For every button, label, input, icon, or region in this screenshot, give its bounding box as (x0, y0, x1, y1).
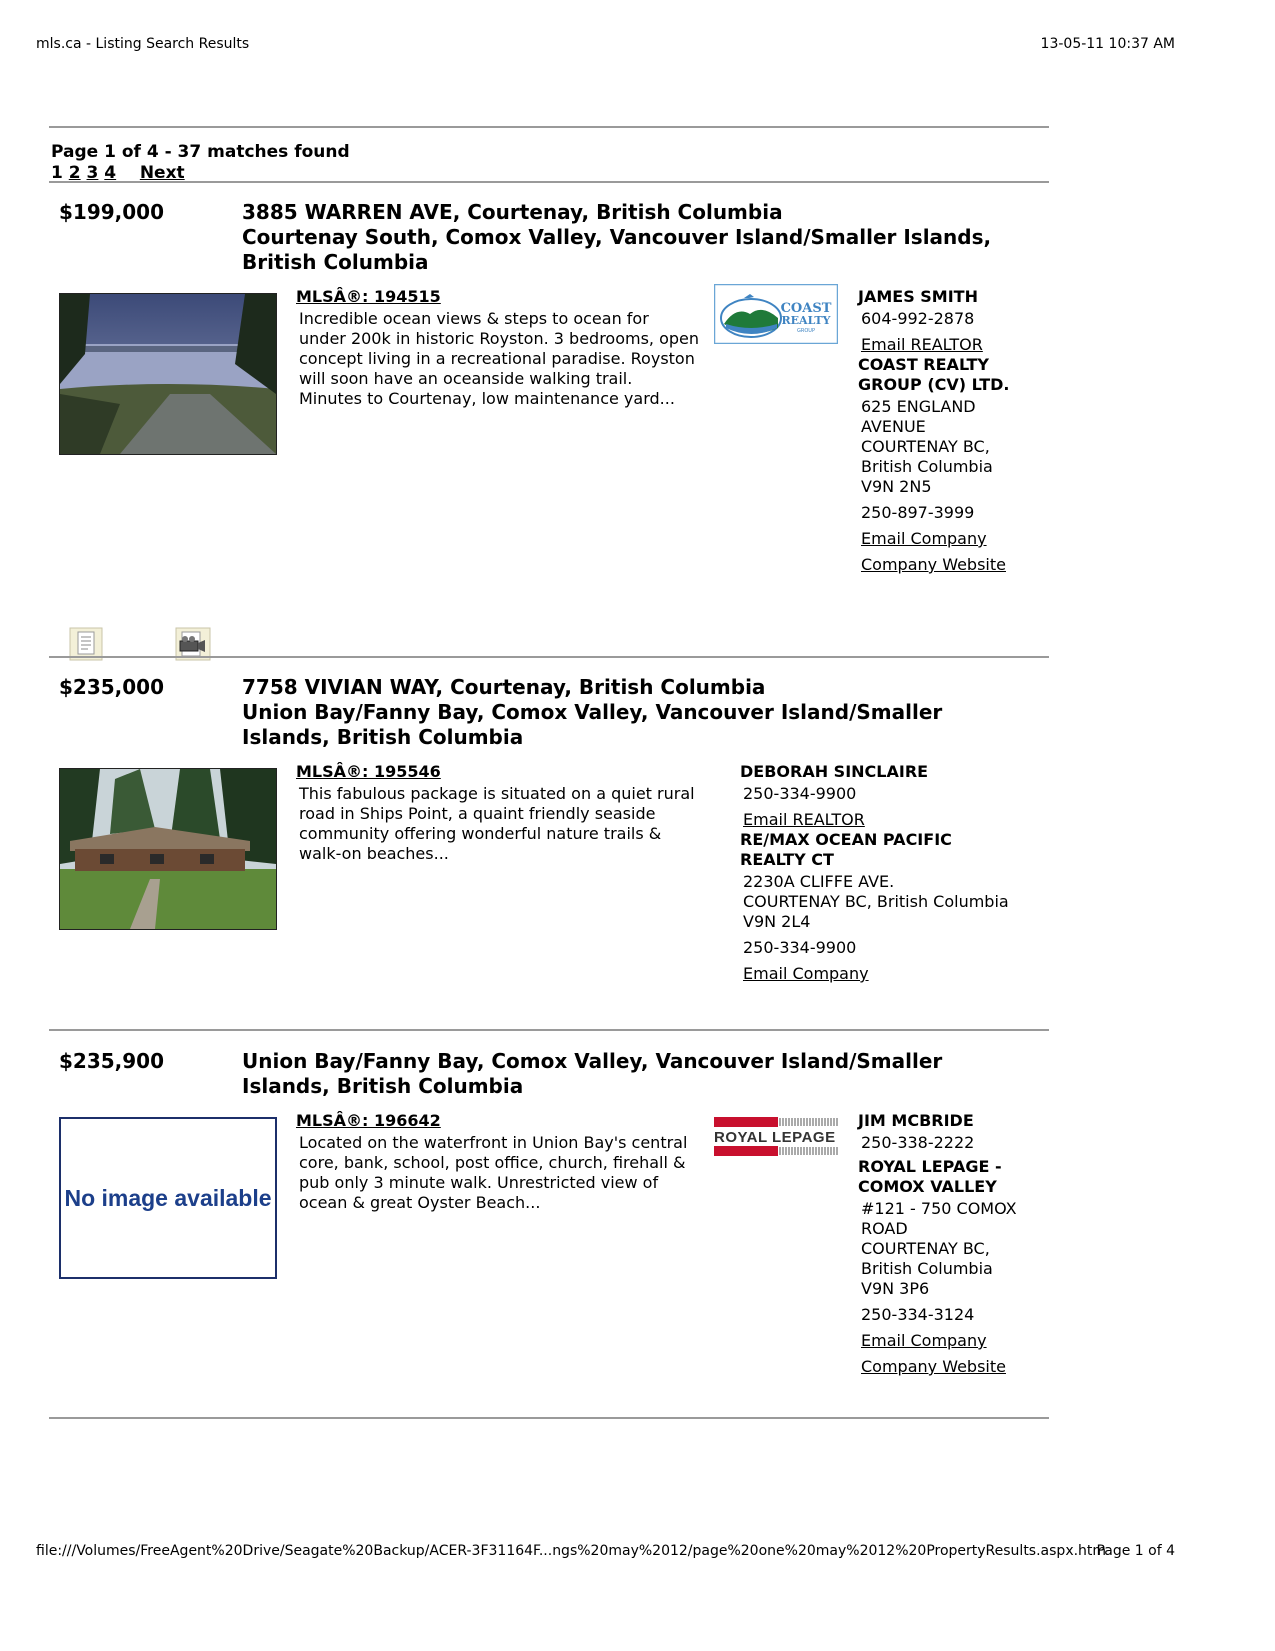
address-line: 3885 WARREN AVE, Courtenay, British Columbia (242, 200, 783, 224)
next-page-link[interactable]: Next (139, 163, 185, 183)
page-link-4[interactable]: 4 (104, 163, 117, 183)
agent-card (740, 762, 1009, 984)
divider (49, 181, 1049, 183)
company-website-link[interactable]: Company Website (861, 1357, 1006, 1376)
page-count: Page 1 of 4 (1096, 1543, 1175, 1559)
mls-number-link[interactable]: MLSÂ®: 195546 (296, 762, 441, 781)
listing-photo[interactable] (59, 768, 277, 930)
current-page: 1 (51, 163, 63, 183)
divider (49, 1029, 1049, 1031)
svg-text:GROUP: GROUP (797, 328, 815, 334)
listing-price: $235,900 (59, 1049, 165, 1073)
company-address: 625 ENGLAND AVENUE COURTENAY BC, British Columbia V9N 2N5 (861, 397, 993, 496)
listing-address (242, 200, 1022, 275)
page-url: file:///Volumes/FreeAgent%20Drive/Seagate%20Backup/ACER-3F31164F...ngs%20may%2012/page%20one%20may%2012%20PropertyResults.aspx.htm (36, 1543, 1107, 1559)
email-realtor-link[interactable]: Email REALTOR (861, 335, 983, 354)
company-phone: 250-334-3124 (861, 1305, 975, 1324)
pagination (51, 142, 350, 184)
print-timestamp: 13-05-11 10:37 AM (1040, 36, 1175, 52)
svg-text:REALTY: REALTY (781, 314, 831, 327)
listing-description: Incredible ocean views & steps to ocean for under 200k in historic Royston. 3 bedrooms, open concept living in a recreational paradise. Royston will soon have an oceanside walking trail. Minutes to Courtenay, low maintenance yard... (299, 309, 700, 408)
page-link-2[interactable]: 2 (68, 163, 81, 183)
agent-name: JIM MCBRIDE (858, 1111, 974, 1130)
brokerage-logo[interactable] (714, 284, 838, 348)
agent-phone: 604-992-2878 (861, 309, 975, 328)
results-summary: Page 1 of 4 - 37 matches found (51, 142, 350, 162)
company-name: ROYAL LEPAGE - COMOX VALLEY (858, 1157, 1002, 1196)
listing-address (242, 675, 962, 750)
agent-name: DEBORAH SINCLAIRE (740, 762, 929, 781)
brokerage-logo[interactable] (714, 1115, 842, 1163)
agent-card (858, 287, 1048, 575)
company-name: RE/MAX OCEAN PACIFIC REALTY CT (740, 830, 952, 869)
address-line: Union Bay/Fanny Bay, Comox Valley, Vancouver Island/Smaller Islands, British Columbia (242, 1049, 943, 1098)
divider (49, 656, 1049, 658)
listing-price: $199,000 (59, 200, 165, 224)
agent-phone: 250-338-2222 (861, 1133, 975, 1152)
listing-price: $235,000 (59, 675, 165, 699)
company-phone: 250-897-3999 (861, 503, 975, 522)
agent-name: JAMES SMITH (858, 287, 978, 306)
agent-card (858, 1111, 1048, 1377)
company-name: COAST REALTY GROUP (CV) LTD. (858, 355, 1010, 394)
agent-phone: 250-334-9900 (743, 784, 857, 803)
company-address: #121 - 750 COMOX ROAD COURTENAY BC, British Columbia V9N 3P6 (861, 1199, 1017, 1298)
no-image-placeholder[interactable] (59, 1117, 277, 1279)
page-link-3[interactable]: 3 (86, 163, 99, 183)
logo-text: COAST (780, 301, 832, 316)
no-image-text: No image available (64, 1184, 272, 1211)
email-company-link[interactable]: Email Company (743, 964, 869, 983)
email-company-link[interactable]: Email Company (861, 1331, 987, 1350)
listing-description: Located on the waterfront in Union Bay's central core, bank, school, post office, church, firehall & pub only 3 minute walk. Unrestricted view of ocean & great Oyster Beach... (299, 1133, 688, 1212)
listing-photo[interactable] (59, 293, 277, 455)
browser-page-title: mls.ca - Listing Search Results (36, 36, 250, 52)
listing-description: This fabulous package is situated on a quiet rural road in Ships Point, a quaint friendly seaside community offering wonderful nature trails & walk-on beaches... (299, 784, 695, 863)
email-company-link[interactable]: Email Company (861, 529, 987, 548)
company-website-link[interactable]: Company Website (861, 555, 1006, 574)
company-phone: 250-334-9900 (743, 938, 857, 957)
mls-number-link[interactable]: MLSÂ®: 194515 (296, 287, 441, 306)
logo-text: ROYAL LEPAGE (714, 1129, 836, 1146)
address-line: 7758 VIVIAN WAY, Courtenay, British Columbia (242, 675, 766, 699)
area-line: Union Bay/Fanny Bay, Comox Valley, Vancouver Island/Smaller Islands, British Columbia (242, 700, 943, 749)
top-divider (49, 126, 1049, 128)
listing-address (242, 1049, 962, 1099)
mls-number-link[interactable]: MLSÂ®: 196642 (296, 1111, 441, 1130)
email-realtor-link[interactable]: Email REALTOR (743, 810, 865, 829)
company-address: 2230A CLIFFE AVE. COURTENAY BC, British Columbia V9N 2L4 (743, 872, 1009, 931)
divider (49, 1417, 1049, 1419)
area-line: Courtenay South, Comox Valley, Vancouver Island/Smaller Islands, British Columbia (242, 225, 992, 274)
